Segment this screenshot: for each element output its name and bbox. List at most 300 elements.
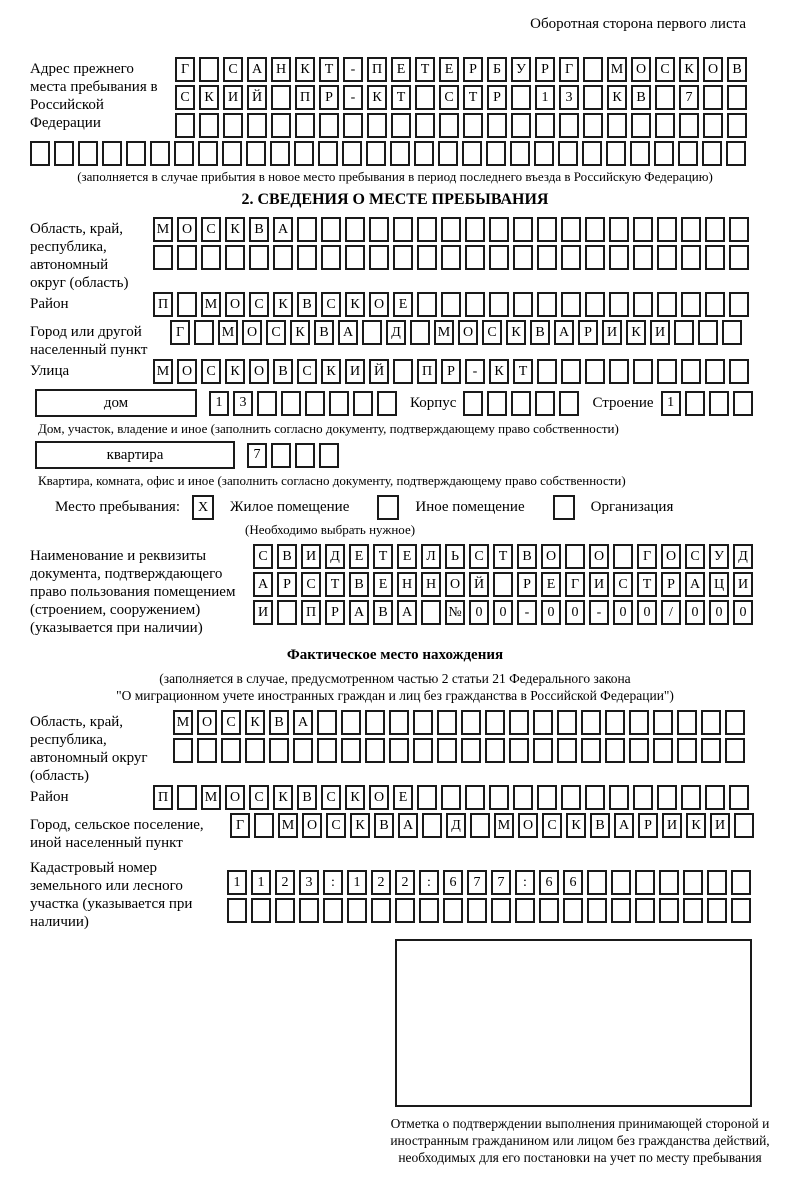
form-cell[interactable]: А bbox=[554, 320, 574, 345]
form-cell[interactable]: : bbox=[323, 870, 343, 895]
form-cell[interactable]: - bbox=[465, 359, 485, 384]
form-cell[interactable]: В bbox=[269, 710, 289, 735]
form-cell[interactable] bbox=[174, 141, 194, 166]
form-cell[interactable] bbox=[270, 141, 290, 166]
form-cell[interactable] bbox=[343, 113, 363, 138]
form-cell[interactable]: 0 bbox=[469, 600, 489, 625]
form-cell[interactable]: А bbox=[338, 320, 358, 345]
form-cell[interactable]: А bbox=[685, 572, 705, 597]
form-cell[interactable] bbox=[271, 113, 291, 138]
form-cell[interactable] bbox=[583, 113, 603, 138]
form-cell[interactable]: К bbox=[199, 85, 219, 110]
form-cell[interactable] bbox=[606, 141, 626, 166]
form-cell[interactable] bbox=[582, 141, 602, 166]
form-cell[interactable] bbox=[201, 245, 221, 270]
form-cell[interactable]: Т bbox=[325, 572, 345, 597]
form-cell[interactable]: 0 bbox=[565, 600, 585, 625]
form-cell[interactable] bbox=[635, 870, 655, 895]
form-cell[interactable]: К bbox=[345, 785, 365, 810]
form-cell[interactable] bbox=[467, 898, 487, 923]
form-cell[interactable]: Р bbox=[535, 57, 555, 82]
form-cell[interactable] bbox=[194, 320, 214, 345]
form-cell[interactable] bbox=[631, 113, 651, 138]
form-cell[interactable] bbox=[461, 738, 481, 763]
form-cell[interactable] bbox=[654, 141, 674, 166]
form-cell[interactable]: О bbox=[703, 57, 723, 82]
form-cell[interactable] bbox=[558, 141, 578, 166]
form-cell[interactable] bbox=[611, 870, 631, 895]
form-cell[interactable]: Р bbox=[638, 813, 658, 838]
form-cell[interactable] bbox=[685, 391, 705, 416]
form-cell[interactable] bbox=[487, 391, 507, 416]
form-cell[interactable]: К bbox=[295, 57, 315, 82]
form-cell[interactable]: Т bbox=[493, 544, 513, 569]
form-cell[interactable] bbox=[659, 870, 679, 895]
form-cell[interactable]: Р bbox=[661, 572, 681, 597]
form-cell[interactable]: С bbox=[469, 544, 489, 569]
form-cell[interactable]: В bbox=[277, 544, 297, 569]
form-cell[interactable]: С bbox=[321, 785, 341, 810]
form-cell[interactable] bbox=[587, 898, 607, 923]
form-cell[interactable]: Т bbox=[373, 544, 393, 569]
form-cell[interactable] bbox=[633, 217, 653, 242]
form-cell[interactable] bbox=[465, 292, 485, 317]
form-cell[interactable]: Т bbox=[391, 85, 411, 110]
form-cell[interactable]: С bbox=[253, 544, 273, 569]
form-cell[interactable]: 3 bbox=[559, 85, 579, 110]
form-cell[interactable] bbox=[539, 898, 559, 923]
form-cell[interactable]: Д bbox=[733, 544, 753, 569]
form-cell[interactable] bbox=[609, 785, 629, 810]
form-cell[interactable]: 0 bbox=[637, 600, 657, 625]
form-cell[interactable]: К bbox=[367, 85, 387, 110]
form-cell[interactable] bbox=[389, 710, 409, 735]
form-cell[interactable] bbox=[319, 443, 339, 468]
form-cell[interactable] bbox=[254, 813, 274, 838]
form-cell[interactable]: 1 bbox=[227, 870, 247, 895]
form-cell[interactable] bbox=[345, 245, 365, 270]
form-cell[interactable] bbox=[329, 391, 349, 416]
form-cell[interactable]: П bbox=[301, 600, 321, 625]
form-cell[interactable] bbox=[513, 217, 533, 242]
form-cell[interactable]: Р bbox=[319, 85, 339, 110]
form-cell[interactable] bbox=[513, 292, 533, 317]
form-cell[interactable] bbox=[293, 738, 313, 763]
form-cell[interactable] bbox=[485, 710, 505, 735]
form-cell[interactable] bbox=[465, 785, 485, 810]
form-cell[interactable]: К bbox=[321, 359, 341, 384]
form-cell[interactable] bbox=[561, 245, 581, 270]
form-cell[interactable] bbox=[511, 391, 531, 416]
form-cell[interactable]: Е bbox=[541, 572, 561, 597]
form-cell[interactable] bbox=[561, 292, 581, 317]
form-cell[interactable] bbox=[247, 113, 267, 138]
form-cell[interactable]: Д bbox=[446, 813, 466, 838]
form-cell[interactable] bbox=[441, 245, 461, 270]
form-cell[interactable] bbox=[221, 738, 241, 763]
form-cell[interactable]: М bbox=[201, 785, 221, 810]
form-cell[interactable] bbox=[438, 141, 458, 166]
form-cell[interactable] bbox=[437, 738, 457, 763]
form-cell[interactable] bbox=[422, 813, 442, 838]
form-cell[interactable]: Е bbox=[393, 292, 413, 317]
form-cell[interactable]: К bbox=[290, 320, 310, 345]
form-cell[interactable]: О bbox=[302, 813, 322, 838]
form-cell[interactable] bbox=[102, 141, 122, 166]
form-cell[interactable]: 6 bbox=[443, 870, 463, 895]
form-cell[interactable] bbox=[729, 785, 749, 810]
form-cell[interactable]: О bbox=[589, 544, 609, 569]
form-cell[interactable] bbox=[559, 391, 579, 416]
form-cell[interactable] bbox=[679, 113, 699, 138]
form-cell[interactable] bbox=[537, 785, 557, 810]
form-cell[interactable] bbox=[681, 245, 701, 270]
form-cell[interactable] bbox=[275, 898, 295, 923]
form-cell[interactable] bbox=[465, 217, 485, 242]
form-cell[interactable] bbox=[295, 113, 315, 138]
form-cell[interactable]: - bbox=[343, 85, 363, 110]
form-cell[interactable] bbox=[321, 217, 341, 242]
form-cell[interactable] bbox=[727, 85, 747, 110]
form-cell[interactable] bbox=[393, 217, 413, 242]
form-cell[interactable] bbox=[470, 813, 490, 838]
form-cell[interactable]: И bbox=[589, 572, 609, 597]
form-cell[interactable]: : bbox=[419, 870, 439, 895]
form-cell[interactable]: 1 bbox=[661, 391, 681, 416]
form-cell[interactable] bbox=[629, 738, 649, 763]
form-cell[interactable] bbox=[557, 738, 577, 763]
form-cell[interactable]: Т bbox=[415, 57, 435, 82]
form-cell[interactable]: К bbox=[350, 813, 370, 838]
form-cell[interactable] bbox=[299, 898, 319, 923]
form-cell[interactable]: 0 bbox=[685, 600, 705, 625]
form-cell[interactable] bbox=[413, 710, 433, 735]
form-cell[interactable] bbox=[701, 738, 721, 763]
form-cell[interactable]: К bbox=[686, 813, 706, 838]
form-cell[interactable]: К bbox=[273, 292, 293, 317]
form-cell[interactable] bbox=[281, 391, 301, 416]
form-cell[interactable]: К bbox=[626, 320, 646, 345]
form-cell[interactable]: Г bbox=[559, 57, 579, 82]
form-cell[interactable] bbox=[54, 141, 74, 166]
form-cell[interactable]: К bbox=[225, 217, 245, 242]
form-cell[interactable]: К bbox=[679, 57, 699, 82]
form-cell[interactable]: Р bbox=[517, 572, 537, 597]
form-cell[interactable] bbox=[341, 738, 361, 763]
form-cell[interactable]: М bbox=[201, 292, 221, 317]
form-cell[interactable] bbox=[393, 245, 413, 270]
form-cell[interactable] bbox=[321, 245, 341, 270]
form-cell[interactable] bbox=[605, 738, 625, 763]
form-cell[interactable] bbox=[365, 710, 385, 735]
form-cell[interactable] bbox=[726, 141, 746, 166]
form-cell[interactable]: 6 bbox=[563, 870, 583, 895]
form-cell[interactable] bbox=[393, 359, 413, 384]
form-cell[interactable] bbox=[681, 359, 701, 384]
form-cell[interactable] bbox=[722, 320, 742, 345]
form-cell[interactable] bbox=[511, 113, 531, 138]
form-cell[interactable]: Л bbox=[421, 544, 441, 569]
form-cell[interactable] bbox=[199, 113, 219, 138]
form-cell[interactable] bbox=[655, 113, 675, 138]
form-cell[interactable] bbox=[441, 217, 461, 242]
form-cell[interactable]: Т bbox=[319, 57, 339, 82]
form-cell[interactable]: 1 bbox=[251, 870, 271, 895]
form-cell[interactable]: 3 bbox=[233, 391, 253, 416]
form-cell[interactable] bbox=[462, 141, 482, 166]
form-cell[interactable] bbox=[78, 141, 98, 166]
form-cell[interactable]: В bbox=[249, 217, 269, 242]
form-cell[interactable] bbox=[317, 738, 337, 763]
form-cell[interactable] bbox=[461, 710, 481, 735]
form-cell[interactable] bbox=[223, 113, 243, 138]
form-cell[interactable] bbox=[609, 245, 629, 270]
form-cell[interactable] bbox=[674, 320, 694, 345]
form-cell[interactable] bbox=[734, 813, 754, 838]
form-cell[interactable] bbox=[410, 320, 430, 345]
form-cell[interactable]: М bbox=[278, 813, 298, 838]
form-cell[interactable] bbox=[341, 710, 361, 735]
form-cell[interactable] bbox=[633, 245, 653, 270]
form-cell[interactable]: В bbox=[297, 292, 317, 317]
form-cell[interactable] bbox=[563, 898, 583, 923]
form-cell[interactable]: : bbox=[515, 870, 535, 895]
form-cell[interactable] bbox=[729, 245, 749, 270]
form-cell[interactable]: О bbox=[541, 544, 561, 569]
form-cell[interactable] bbox=[391, 113, 411, 138]
form-cell[interactable] bbox=[197, 738, 217, 763]
form-cell[interactable]: Е bbox=[349, 544, 369, 569]
form-cell[interactable]: Ь bbox=[445, 544, 465, 569]
form-cell[interactable]: М bbox=[434, 320, 454, 345]
form-cell[interactable]: С bbox=[685, 544, 705, 569]
form-cell[interactable] bbox=[702, 141, 722, 166]
form-cell[interactable] bbox=[463, 113, 483, 138]
form-cell[interactable]: Е bbox=[391, 57, 411, 82]
form-cell[interactable] bbox=[733, 391, 753, 416]
form-cell[interactable]: О bbox=[445, 572, 465, 597]
form-cell[interactable]: Д bbox=[325, 544, 345, 569]
form-cell[interactable]: П bbox=[153, 292, 173, 317]
form-cell[interactable] bbox=[417, 245, 437, 270]
form-cell[interactable] bbox=[317, 710, 337, 735]
form-cell[interactable]: П bbox=[153, 785, 173, 810]
form-cell[interactable]: О bbox=[631, 57, 651, 82]
form-cell[interactable] bbox=[443, 898, 463, 923]
form-cell[interactable]: / bbox=[661, 600, 681, 625]
form-cell[interactable]: В bbox=[297, 785, 317, 810]
form-cell[interactable] bbox=[487, 113, 507, 138]
form-cell[interactable] bbox=[701, 710, 721, 735]
form-cell[interactable] bbox=[565, 544, 585, 569]
form-cell[interactable] bbox=[437, 710, 457, 735]
form-cell[interactable]: Д bbox=[386, 320, 406, 345]
form-cell[interactable] bbox=[559, 113, 579, 138]
form-cell[interactable] bbox=[681, 785, 701, 810]
form-cell[interactable] bbox=[609, 292, 629, 317]
form-cell[interactable] bbox=[729, 359, 749, 384]
form-cell[interactable] bbox=[365, 738, 385, 763]
form-cell[interactable] bbox=[707, 870, 727, 895]
form-cell[interactable]: С bbox=[297, 359, 317, 384]
form-cell[interactable]: П bbox=[295, 85, 315, 110]
form-cell[interactable]: С bbox=[439, 85, 459, 110]
form-cell[interactable]: В bbox=[374, 813, 394, 838]
form-cell[interactable] bbox=[441, 292, 461, 317]
form-cell[interactable] bbox=[489, 217, 509, 242]
form-cell[interactable]: А bbox=[253, 572, 273, 597]
form-cell[interactable]: В bbox=[727, 57, 747, 82]
form-cell[interactable] bbox=[369, 217, 389, 242]
form-cell[interactable] bbox=[705, 217, 725, 242]
form-cell[interactable] bbox=[630, 141, 650, 166]
form-cell[interactable]: А bbox=[247, 57, 267, 82]
form-cell[interactable] bbox=[655, 85, 675, 110]
form-cell[interactable] bbox=[297, 217, 317, 242]
form-cell[interactable] bbox=[633, 359, 653, 384]
form-cell[interactable]: В bbox=[517, 544, 537, 569]
form-cell[interactable] bbox=[583, 85, 603, 110]
form-cell[interactable] bbox=[585, 292, 605, 317]
form-cell[interactable] bbox=[417, 217, 437, 242]
form-cell[interactable] bbox=[318, 141, 338, 166]
form-cell[interactable]: В bbox=[631, 85, 651, 110]
form-cell[interactable] bbox=[585, 785, 605, 810]
checkbox-residential[interactable]: X bbox=[192, 495, 214, 520]
form-cell[interactable] bbox=[269, 738, 289, 763]
form-cell[interactable]: С bbox=[249, 292, 269, 317]
form-cell[interactable] bbox=[705, 292, 725, 317]
form-cell[interactable]: И bbox=[223, 85, 243, 110]
form-cell[interactable]: А bbox=[293, 710, 313, 735]
form-cell[interactable]: 7 bbox=[247, 443, 267, 468]
form-cell[interactable]: С bbox=[201, 359, 221, 384]
form-cell[interactable] bbox=[729, 217, 749, 242]
form-cell[interactable]: В bbox=[590, 813, 610, 838]
form-cell[interactable] bbox=[277, 600, 297, 625]
form-cell[interactable] bbox=[493, 572, 513, 597]
form-cell[interactable]: Й bbox=[369, 359, 389, 384]
form-cell[interactable]: Р bbox=[463, 57, 483, 82]
form-cell[interactable]: О bbox=[225, 292, 245, 317]
form-cell[interactable] bbox=[635, 898, 655, 923]
form-cell[interactable]: И bbox=[710, 813, 730, 838]
form-cell[interactable] bbox=[729, 292, 749, 317]
form-cell[interactable] bbox=[390, 141, 410, 166]
checkbox-other-premises[interactable] bbox=[377, 495, 399, 520]
form-cell[interactable] bbox=[294, 141, 314, 166]
form-cell[interactable] bbox=[257, 391, 277, 416]
form-cell[interactable] bbox=[362, 320, 382, 345]
form-cell[interactable] bbox=[681, 217, 701, 242]
form-cell[interactable] bbox=[295, 443, 315, 468]
form-cell[interactable] bbox=[395, 898, 415, 923]
form-cell[interactable]: А bbox=[349, 600, 369, 625]
form-cell[interactable]: - bbox=[343, 57, 363, 82]
form-cell[interactable]: Р bbox=[277, 572, 297, 597]
form-cell[interactable]: Й bbox=[247, 85, 267, 110]
form-cell[interactable]: И bbox=[253, 600, 273, 625]
form-cell[interactable] bbox=[537, 292, 557, 317]
form-cell[interactable]: Г bbox=[565, 572, 585, 597]
form-cell[interactable] bbox=[489, 785, 509, 810]
form-cell[interactable]: Б bbox=[487, 57, 507, 82]
form-cell[interactable]: - bbox=[589, 600, 609, 625]
form-cell[interactable] bbox=[389, 738, 409, 763]
form-cell[interactable]: А bbox=[614, 813, 634, 838]
form-cell[interactable] bbox=[251, 898, 271, 923]
form-cell[interactable]: И bbox=[301, 544, 321, 569]
form-cell[interactable]: 2 bbox=[395, 870, 415, 895]
form-cell[interactable] bbox=[150, 141, 170, 166]
form-cell[interactable]: Т bbox=[513, 359, 533, 384]
form-cell[interactable] bbox=[561, 785, 581, 810]
form-cell[interactable]: И bbox=[733, 572, 753, 597]
form-cell[interactable] bbox=[417, 785, 437, 810]
form-cell[interactable] bbox=[377, 391, 397, 416]
form-cell[interactable]: Г bbox=[230, 813, 250, 838]
form-cell[interactable] bbox=[533, 738, 553, 763]
form-cell[interactable]: 1 bbox=[535, 85, 555, 110]
form-cell[interactable]: Ц bbox=[709, 572, 729, 597]
form-cell[interactable]: Р bbox=[487, 85, 507, 110]
form-cell[interactable] bbox=[683, 870, 703, 895]
form-cell[interactable]: Р bbox=[441, 359, 461, 384]
form-cell[interactable] bbox=[557, 710, 577, 735]
form-cell[interactable]: С bbox=[223, 57, 243, 82]
form-cell[interactable]: К bbox=[607, 85, 627, 110]
form-cell[interactable]: К bbox=[489, 359, 509, 384]
form-cell[interactable] bbox=[731, 870, 751, 895]
form-cell[interactable] bbox=[417, 292, 437, 317]
form-cell[interactable]: О bbox=[369, 785, 389, 810]
form-cell[interactable]: О bbox=[518, 813, 538, 838]
form-cell[interactable] bbox=[319, 113, 339, 138]
form-cell[interactable] bbox=[30, 141, 50, 166]
form-cell[interactable]: Е bbox=[397, 544, 417, 569]
form-cell[interactable] bbox=[705, 359, 725, 384]
form-cell[interactable] bbox=[489, 292, 509, 317]
form-cell[interactable]: Е bbox=[373, 572, 393, 597]
checkbox-organization[interactable] bbox=[553, 495, 575, 520]
form-cell[interactable] bbox=[441, 785, 461, 810]
form-cell[interactable]: О bbox=[661, 544, 681, 569]
form-cell[interactable]: О bbox=[225, 785, 245, 810]
form-cell[interactable] bbox=[653, 710, 673, 735]
form-cell[interactable] bbox=[273, 245, 293, 270]
form-cell[interactable]: Р bbox=[578, 320, 598, 345]
form-cell[interactable]: Р bbox=[325, 600, 345, 625]
form-cell[interactable] bbox=[415, 85, 435, 110]
form-cell[interactable] bbox=[463, 391, 483, 416]
form-cell[interactable]: С bbox=[482, 320, 502, 345]
form-cell[interactable] bbox=[415, 113, 435, 138]
form-cell[interactable]: С bbox=[221, 710, 241, 735]
form-cell[interactable]: С bbox=[201, 217, 221, 242]
form-cell[interactable] bbox=[369, 245, 389, 270]
form-cell[interactable] bbox=[323, 898, 343, 923]
form-cell[interactable]: О bbox=[369, 292, 389, 317]
form-cell[interactable]: К bbox=[506, 320, 526, 345]
form-cell[interactable]: К bbox=[225, 359, 245, 384]
form-cell[interactable]: А bbox=[398, 813, 418, 838]
form-cell[interactable] bbox=[677, 738, 697, 763]
form-cell[interactable] bbox=[678, 141, 698, 166]
form-cell[interactable]: 2 bbox=[371, 870, 391, 895]
form-cell[interactable]: 0 bbox=[541, 600, 561, 625]
form-cell[interactable]: 7 bbox=[679, 85, 699, 110]
form-cell[interactable]: О bbox=[197, 710, 217, 735]
